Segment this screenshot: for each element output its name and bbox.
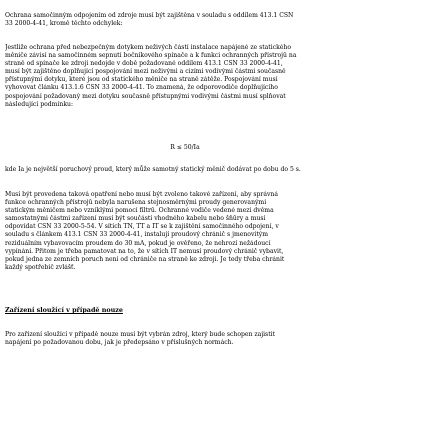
paragraph-line: funkce ochranných přístrojů nebyla narušena stejnosměrnými proudy generovanými (5, 199, 267, 207)
paragraph-line: musí být zajištěno doplňující pospojování mezi neživými a cizími vodivými částmi současně (5, 68, 286, 76)
paragraph-line: souladu s článkem 413.1 ČSN 33 2000-4-41, instalují proudový chránič s jmenovitým (5, 231, 269, 239)
paragraph-line: měniče závisí na samočinném sepnutí bočníkového spínače a k funkci ochranných přístrojů na (5, 52, 297, 60)
paragraph-line: následující podmínku: (5, 100, 73, 108)
paragraph-line: každý spotřebič zvlášť. (5, 263, 76, 271)
intro-line: 33 2000-4-41, kromě těchto odchylek: (5, 20, 123, 28)
paragraph-line: odpovídat ČSN 33 2000-5-54. V sítích TN, TT a IT se k zajištění samočinného odpojení, v (5, 223, 279, 231)
paragraph-line: statickým měničem nebo vzniklými pomocí filtrů. Ochranné vodiče vedené mezi dvěma (5, 207, 274, 215)
paragraph-line: napájení po požadovanou dobu, jak je předepsáno v příslušných normách. (5, 339, 234, 347)
paragraph-line: přístupnými dotyku, které jsou od statického měniče na straně zátěže. Pospojování musí (5, 76, 278, 84)
section-heading: Zařízení sloužící v případě nouze (5, 306, 123, 314)
formula: R ≤ 50/Ia (170, 144, 200, 151)
paragraph-line: reziduálním vybavovacím proudem do 30 mA, pokud je ověřeno, že nehrozí nežádoucí (5, 239, 271, 247)
paragraph-line: pospojování požadovaný mezi dotyku současně přístupnými vodivými částmi musí splňovat (5, 92, 286, 100)
paragraph-line: Jestliže ochrana před nebezpečným dotykem neživých částí instalace napájené ze statického (5, 44, 292, 51)
intro-paragraph (5, 12, 438, 28)
paragraph-line: vypínání. Přitom je třeba pamatovat na to, že v sítích IT nemusí proudový chránič vybavit, (5, 247, 284, 255)
paragraph-3 (5, 331, 438, 347)
paragraph-line: samostatnými částmi zařízení musí být součástí vhodného kabelu nebo šňůry a musí (5, 215, 266, 223)
paragraph-1 (5, 44, 438, 109)
formula-note: kde Ia je největší poruchový proud, který může samotný statický měnič dodávat po dobu do 5 s. (5, 166, 301, 173)
paragraph-line: pokud jedna ze zemních poruch není od chrániče na straně ke zdroji. Je tedy třeba chránit (5, 255, 285, 263)
paragraph-line: Pro zařízení sloužící v případě nouze musí být vybrán zdroj, který bude schopen zajistit (5, 331, 276, 338)
paragraph-2 (5, 191, 438, 272)
paragraph-line: Musí být provedena taková opatření nebo musí být zvoleno takové zařízení, aby správná (5, 191, 278, 198)
paragraph-line: straně od spínače ke zdroji nedojde v době požadované oddílem 413.1 ČSN 33 2000-4-41, (5, 60, 283, 68)
paragraph-line: vyhovovat článku 413.1.6 ČSN 33 2000-4-41. To znamená, že odporovodiče doplňujícího (5, 84, 278, 92)
intro-line: Ochrana samočinným odpojením od zdroje musí být zajištěna v souladu s oddílem 413.1 ČSN (5, 12, 294, 19)
